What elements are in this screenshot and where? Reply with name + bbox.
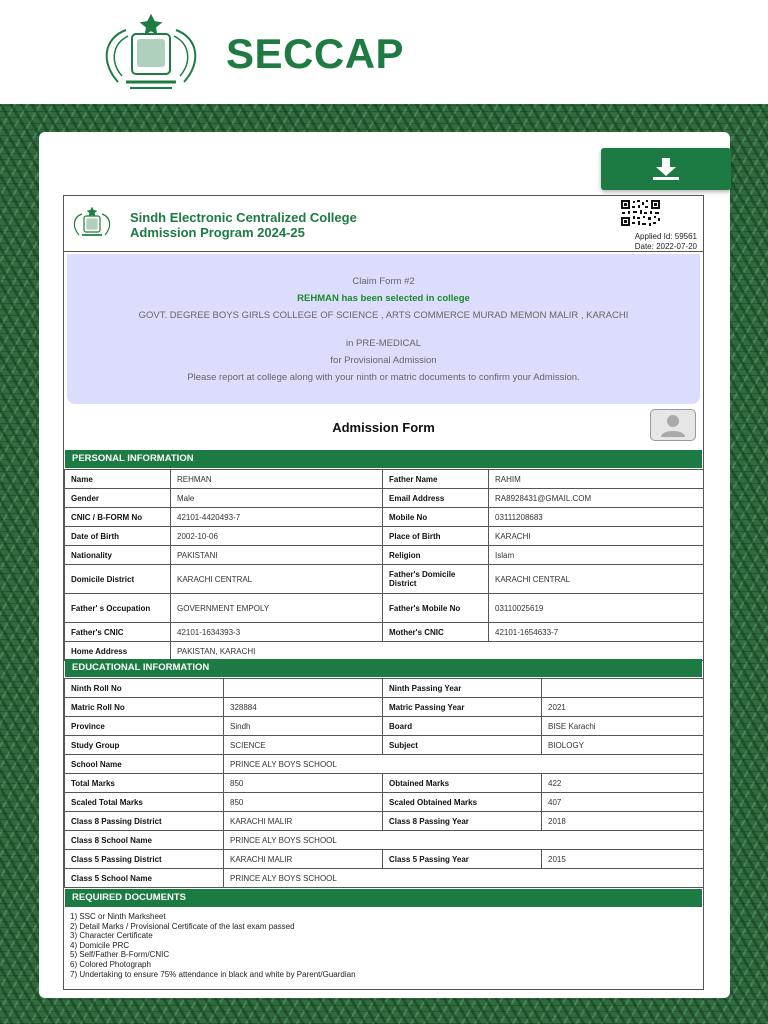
site-header — [0, 0, 768, 104]
field-label: Father's CNIC — [65, 623, 171, 642]
field-label: Mobile No — [383, 508, 489, 527]
field-label: Study Group — [65, 736, 224, 755]
table-row — [65, 869, 704, 888]
field-value: 2002-10-06 — [171, 527, 383, 546]
field-value: 2018 — [542, 812, 704, 831]
table-row — [65, 755, 704, 774]
field-label: Father's Domicile District — [383, 565, 489, 594]
field-value: REHMAN — [171, 470, 383, 489]
field-label: Matric Passing Year — [383, 698, 542, 717]
table-row — [65, 812, 704, 831]
sindh-emblem-small-logo — [70, 207, 114, 239]
field-label: Class 8 Passing Year — [383, 812, 542, 831]
list-item: 2) Detail Marks / Provisional Certificate of the last exam passed — [70, 921, 295, 931]
report-instruction: Please report at college along with your ninth or matric documents to confirm your Admission. — [187, 372, 580, 383]
selection-message: REHMAN has been selected in college — [297, 293, 470, 304]
field-value: PRINCE ALY BOYS SCHOOL — [224, 869, 704, 888]
admission-claim-form — [63, 195, 704, 990]
table-row — [65, 594, 704, 623]
field-value: Male — [171, 489, 383, 508]
avatar — [650, 409, 696, 441]
field-label: Place of Birth — [383, 527, 489, 546]
form-header — [64, 196, 703, 252]
download-icon — [651, 156, 681, 182]
field-value: KARACHI MALIR — [224, 850, 383, 869]
personal-info-table — [64, 469, 704, 661]
education-section-heading: EDUCATIONAL INFORMATION — [65, 659, 702, 677]
table-row — [65, 527, 704, 546]
application-meta — [635, 232, 697, 252]
download-button[interactable] — [601, 148, 731, 190]
field-label: Name — [65, 470, 171, 489]
field-value: PRINCE ALY BOYS SCHOOL — [224, 831, 704, 850]
claim-notice — [67, 254, 700, 404]
field-label: Email Address — [383, 489, 489, 508]
program-name: in PRE-MEDICAL — [346, 338, 421, 349]
field-label: Matric Roll No — [65, 698, 224, 717]
table-row — [65, 565, 704, 594]
field-value: RAHIM — [489, 470, 704, 489]
field-value: 422 — [542, 774, 704, 793]
field-label: Mother's CNIC — [383, 623, 489, 642]
field-value: BISE Karachi — [542, 717, 704, 736]
field-label: School Name — [65, 755, 224, 774]
table-row — [65, 698, 704, 717]
documents-section-heading: REQUIRED DOCUMENTS — [65, 889, 702, 907]
list-item: 4) Domicile PRC — [70, 940, 130, 950]
education-rows — [65, 679, 704, 888]
field-label: Father's Mobile No — [383, 594, 489, 623]
field-value: KARACHI — [489, 527, 704, 546]
list-item: 3) Character Certificate — [70, 931, 153, 941]
field-value: KARACHI CENTRAL — [171, 565, 383, 594]
field-label: Obtained Marks — [383, 774, 542, 793]
field-label: Father' s Occupation — [65, 594, 171, 623]
field-value: 850 — [224, 793, 383, 812]
field-value — [224, 679, 383, 698]
field-value: PRINCE ALY BOYS SCHOOL — [224, 755, 704, 774]
admission-type: for Provisional Admission — [330, 355, 437, 366]
brand-title: SECCAP — [226, 30, 405, 77]
field-value — [542, 679, 704, 698]
education-info-table — [64, 678, 704, 888]
table-row — [65, 831, 704, 850]
field-value: KARACHI CENTRAL — [489, 565, 704, 594]
field-label: Class 5 Passing District — [65, 850, 224, 869]
qr-code — [620, 199, 661, 227]
field-value: 2021 — [542, 698, 704, 717]
field-label: Ninth Passing Year — [383, 679, 542, 698]
program-title-line2: Admission Program 2024-25 — [130, 225, 305, 240]
field-value: 03111208683 — [489, 508, 704, 527]
field-value: KARACHI MALIR — [224, 812, 383, 831]
field-label: Domicile District — [65, 565, 171, 594]
field-label: Gender — [65, 489, 171, 508]
table-row — [65, 508, 704, 527]
field-value: BIOLOGY — [542, 736, 704, 755]
required-documents-list — [70, 912, 356, 979]
field-label: Total Marks — [65, 774, 224, 793]
field-label: Class 5 Passing Year — [383, 850, 542, 869]
field-label: Class 5 School Name — [65, 869, 224, 888]
field-label: Class 8 Passing District — [65, 812, 224, 831]
field-value: SCIENCE — [224, 736, 383, 755]
table-row — [65, 642, 704, 661]
field-value: Sindh — [224, 717, 383, 736]
program-title — [130, 210, 357, 240]
table-row — [65, 850, 704, 869]
sindh-emblem-logo — [96, 12, 206, 94]
field-value: 03110025619 — [489, 594, 704, 623]
field-value: 42101-1634393-3 — [171, 623, 383, 642]
field-value: 42101-4420493-7 — [171, 508, 383, 527]
applied-date: Date: 2022-07-20 — [634, 242, 697, 251]
list-item: 5) Self/Father B-Form/CNIC — [70, 950, 170, 960]
field-label: Nationality — [65, 546, 171, 565]
field-value: RA8928431@GMAIL.COM — [489, 489, 704, 508]
field-label: Scaled Obtained Marks — [383, 793, 542, 812]
table-row — [65, 470, 704, 489]
field-value: 42101-1654633-7 — [489, 623, 704, 642]
table-row — [65, 793, 704, 812]
field-label: CNIC / B-FORM No — [65, 508, 171, 527]
field-value: 850 — [224, 774, 383, 793]
field-value: GOVERNMENT EMPOLY — [171, 594, 383, 623]
college-name: GOVT. DEGREE BOYS GIRLS COLLEGE OF SCIENCE , ARTS COMMERCE MURAD MEMON MALIR , KARACHI — [138, 310, 629, 321]
table-row — [65, 679, 704, 698]
field-label: Class 8 School Name — [65, 831, 224, 850]
field-label: Province — [65, 717, 224, 736]
field-value: 328884 — [224, 698, 383, 717]
personal-rows — [65, 470, 704, 661]
table-row — [65, 623, 704, 642]
personal-section-heading: PERSONAL INFORMATION — [65, 450, 702, 468]
field-label: Date of Birth — [65, 527, 171, 546]
field-value: 2015 — [542, 850, 704, 869]
form-title: Admission Form — [332, 420, 435, 435]
field-label: Subject — [383, 736, 542, 755]
field-value: PAKISTANI — [171, 546, 383, 565]
field-value: 407 — [542, 793, 704, 812]
table-row — [65, 717, 704, 736]
table-row — [65, 489, 704, 508]
field-label: Ninth Roll No — [65, 679, 224, 698]
field-label: Religion — [383, 546, 489, 565]
applied-id: Applied Id: 59561 — [634, 232, 697, 241]
program-title-line1: Sindh Electronic Centralized College — [130, 210, 357, 225]
list-item: 7) Undertaking to ensure 75% attendance in black and white by Parent/Guardian — [70, 969, 356, 979]
claim-form-number: Claim Form #2 — [352, 276, 415, 287]
field-value: PAKISTAN, KARACHI — [171, 642, 704, 661]
field-label: Board — [383, 717, 542, 736]
table-row — [65, 546, 704, 565]
field-label: Home Address — [65, 642, 171, 661]
list-item: 1) SSC or Ninth Marksheet — [70, 912, 166, 921]
user-placeholder-icon — [651, 410, 695, 440]
field-label: Scaled Total Marks — [65, 793, 224, 812]
table-row — [65, 736, 704, 755]
field-label: Father Name — [383, 470, 489, 489]
table-row — [65, 774, 704, 793]
field-value: Islam — [489, 546, 704, 565]
list-item: 6) Colored Photograph — [70, 959, 151, 969]
